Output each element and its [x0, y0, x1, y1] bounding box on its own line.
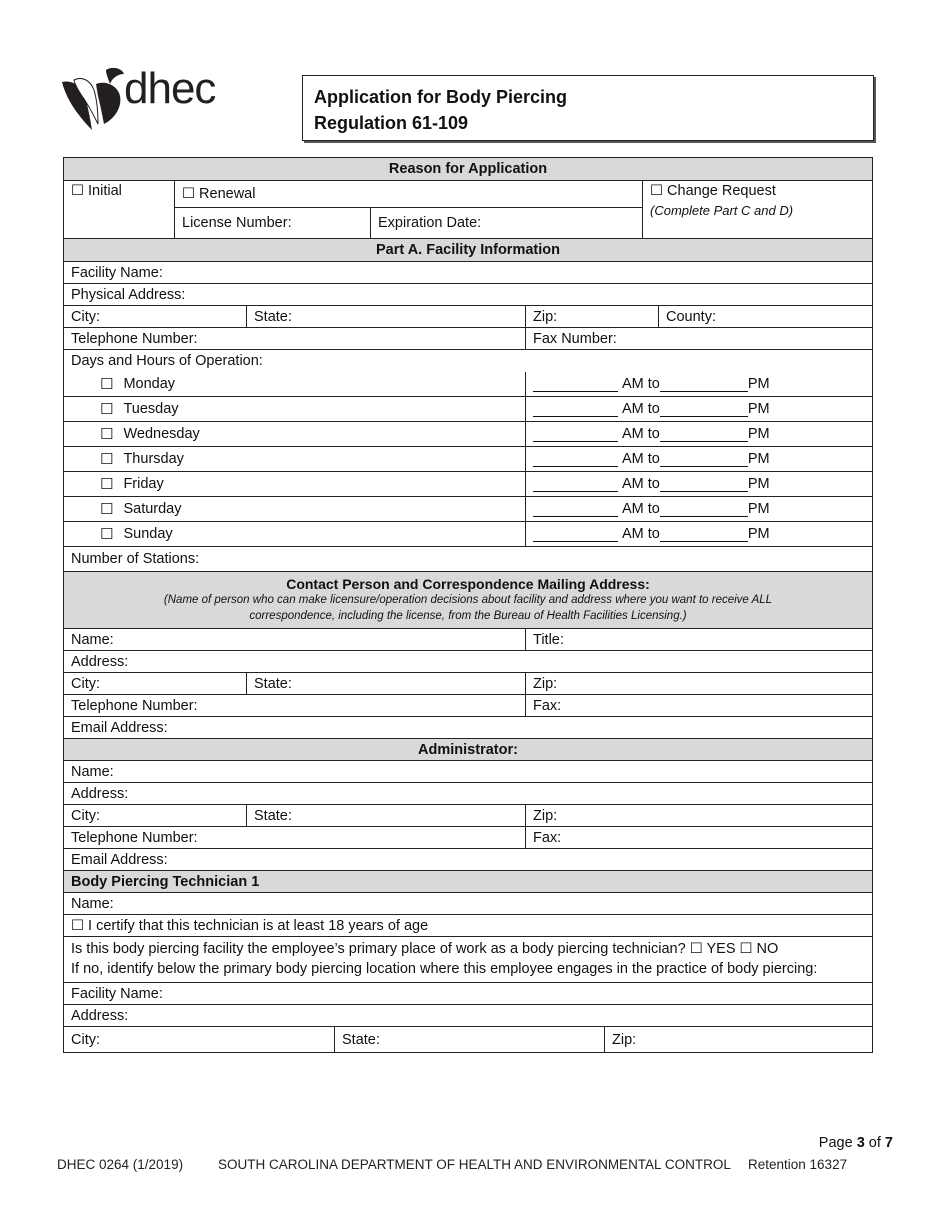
- contact-city-row: [64, 672, 872, 694]
- fax-field[interactable]: Fax Number:: [525, 328, 872, 349]
- technician-name-row: [64, 892, 872, 914]
- tech-facility-name-field[interactable]: Facility Name:: [71, 985, 163, 1002]
- day-checkbox[interactable]: ☐: [100, 426, 114, 443]
- day-row: [64, 372, 872, 396]
- page-current: 3: [856, 1135, 865, 1151]
- close-time-blank[interactable]: [660, 527, 748, 542]
- day-label: Tuesday: [123, 401, 179, 417]
- am-to-label: AM to: [622, 526, 660, 542]
- pm-label: PM: [747, 376, 770, 392]
- contact-header: [64, 572, 872, 628]
- day-label: Thursday: [123, 451, 184, 467]
- primary-work-block: [64, 937, 872, 982]
- close-time-blank[interactable]: [660, 502, 748, 517]
- initial-checkbox[interactable]: ☐ Initial: [71, 183, 122, 199]
- day-row: [64, 496, 872, 521]
- admin-email-row: [64, 848, 872, 870]
- day-checkbox[interactable]: ☐: [100, 376, 114, 393]
- pm-label: PM: [747, 526, 770, 542]
- am-to-label: AM to: [622, 501, 660, 517]
- admin-name-field[interactable]: Name:: [71, 763, 114, 780]
- contact-telephone-field[interactable]: Telephone Number:: [71, 697, 198, 714]
- day-label: Monday: [123, 376, 176, 392]
- reason-header-row: [64, 158, 872, 180]
- open-time-blank[interactable]: [533, 427, 618, 442]
- facility-name-row: [64, 261, 872, 283]
- admin-state-field[interactable]: State:: [246, 805, 525, 826]
- admin-fax-field[interactable]: Fax:: [525, 827, 872, 848]
- certify-age-checkbox[interactable]: ☐ I certify that this technician is at least 18 years of age: [71, 917, 429, 934]
- admin-telephone-row: [64, 826, 872, 848]
- page-of: of: [864, 1135, 885, 1151]
- form-id: DHEC 0264 (1/2019): [57, 1157, 184, 1172]
- physical-address-row: [64, 283, 872, 305]
- admin-telephone-field[interactable]: Telephone Number:: [71, 829, 198, 846]
- day-hours-cell: [525, 497, 872, 521]
- day-label: Wednesday: [123, 426, 200, 442]
- contact-email-row: [64, 716, 872, 738]
- tech-zip-field[interactable]: Zip:: [604, 1027, 872, 1052]
- renewal-cell: [174, 181, 642, 238]
- contact-note-2: correspondence, including the license, from the Bureau of Health Facilities Licensing.): [249, 610, 687, 622]
- physical-address-field[interactable]: Physical Address:: [71, 286, 186, 303]
- contact-header-row: [64, 571, 872, 628]
- day-checkbox[interactable]: ☐: [100, 526, 114, 543]
- technician-heading: Body Piercing Technician 1: [64, 871, 872, 892]
- day-label: Friday: [123, 476, 164, 492]
- days-hours-label: Days and Hours of Operation:: [71, 353, 263, 369]
- admin-name-row: [64, 760, 872, 782]
- renewal-checkbox[interactable]: ☐ Renewal: [175, 181, 642, 208]
- change-request-note: (Complete Part C and D): [650, 203, 794, 218]
- license-number-field[interactable]: License Number:: [175, 208, 371, 238]
- county-field[interactable]: County:: [658, 306, 872, 327]
- day-checkbox[interactable]: ☐: [100, 501, 114, 518]
- administrator-header-row: [64, 738, 872, 760]
- day-checkbox-cell[interactable]: [64, 447, 525, 471]
- contact-note-1: (Name of person who can make licensure/operation decisions about facility and address where you want to receive ALL: [163, 594, 773, 606]
- am-to-label: AM to: [622, 476, 660, 492]
- contact-heading: Contact Person and Correspondence Mailing Address:: [286, 576, 650, 592]
- admin-email-field[interactable]: Email Address:: [71, 851, 168, 868]
- pm-label: PM: [747, 426, 770, 442]
- open-time-blank[interactable]: [533, 477, 618, 492]
- admin-address-row: [64, 782, 872, 804]
- contact-address-row: [64, 650, 872, 672]
- primary-work-question[interactable]: Is this body piercing facility the employee’s primary place of work as a body piercing technician? ☐ YES ☐ NO: [71, 941, 779, 957]
- tech-state-field[interactable]: State:: [334, 1027, 604, 1052]
- contact-state-field[interactable]: State:: [246, 673, 525, 694]
- page-number: [819, 1135, 893, 1151]
- open-time-blank[interactable]: [533, 377, 618, 392]
- day-checkbox[interactable]: ☐: [100, 451, 114, 468]
- tech-city-row: [64, 1026, 872, 1052]
- contact-address-field[interactable]: Address:: [71, 653, 129, 670]
- admin-city-field[interactable]: City:: [71, 807, 100, 824]
- tech-address-row: [64, 1004, 872, 1026]
- day-hours-cell: [525, 397, 872, 421]
- am-to-label: AM to: [622, 426, 660, 442]
- day-row: [64, 471, 872, 496]
- form-title: Application for Body Piercing: [314, 87, 568, 107]
- day-checkbox-cell[interactable]: [64, 397, 525, 421]
- contact-telephone-row: [64, 694, 872, 716]
- license-row: [175, 208, 642, 238]
- open-time-blank[interactable]: [533, 502, 618, 517]
- day-checkbox-cell[interactable]: [64, 372, 525, 396]
- primary-work-row: [64, 936, 872, 982]
- day-hours-cell: [525, 522, 872, 546]
- city-state-zip-row: [64, 305, 872, 327]
- page-prefix: Page: [818, 1135, 857, 1151]
- pm-label: PM: [747, 476, 770, 492]
- day-hours-cell: [525, 447, 872, 471]
- days-list: [64, 372, 872, 546]
- contact-name-field[interactable]: Name:: [71, 631, 114, 648]
- technician-header-row: [64, 870, 872, 892]
- change-request-cell: [642, 181, 872, 238]
- change-request-checkbox[interactable]: ☐ Change Request: [650, 183, 776, 199]
- regulation-title: Regulation 61-109: [314, 113, 469, 133]
- pm-label: PM: [747, 501, 770, 517]
- am-to-label: AM to: [622, 451, 660, 467]
- tech-address-field[interactable]: Address:: [71, 1007, 129, 1024]
- tech-facility-row: [64, 982, 872, 1004]
- am-to-label: AM to: [622, 401, 660, 417]
- part-a-heading: Part A. Facility Information: [64, 239, 872, 261]
- logo-text: dhec: [124, 64, 216, 113]
- admin-zip-field[interactable]: Zip:: [525, 805, 872, 826]
- day-checkbox[interactable]: ☐: [100, 476, 114, 493]
- contact-name-row: [64, 628, 872, 650]
- close-time-blank[interactable]: [660, 452, 748, 467]
- day-checkbox-cell[interactable]: [64, 472, 525, 496]
- admin-address-field[interactable]: Address:: [71, 785, 129, 802]
- application-form: [63, 157, 873, 1053]
- state-field[interactable]: State:: [246, 306, 525, 327]
- close-time-blank[interactable]: [660, 427, 748, 442]
- open-time-blank[interactable]: [533, 402, 618, 417]
- admin-city-row: [64, 804, 872, 826]
- city-field[interactable]: City:: [71, 308, 100, 325]
- day-checkbox-cell[interactable]: [64, 422, 525, 446]
- day-row: [64, 396, 872, 421]
- zip-field[interactable]: Zip:: [525, 306, 658, 327]
- day-hours-cell: [525, 372, 872, 396]
- day-checkbox-cell[interactable]: [64, 497, 525, 521]
- open-time-blank[interactable]: [533, 527, 618, 542]
- contact-city-field[interactable]: City:: [71, 675, 100, 692]
- pm-label: PM: [747, 451, 770, 467]
- day-row: [64, 446, 872, 471]
- reason-row: [64, 180, 872, 238]
- administrator-heading: Administrator:: [64, 739, 872, 760]
- expiration-date-field[interactable]: Expiration Date:: [378, 215, 482, 231]
- reason-heading: Reason for Application: [64, 158, 872, 180]
- contact-zip-field[interactable]: Zip:: [525, 673, 872, 694]
- dhec-logo: [60, 66, 240, 136]
- day-hours-cell: [525, 472, 872, 496]
- telephone-field[interactable]: Telephone Number:: [71, 330, 198, 347]
- telephone-fax-row: [64, 327, 872, 349]
- day-hours-cell: [525, 422, 872, 446]
- day-label: Saturday: [123, 501, 182, 517]
- contact-title-field[interactable]: Title:: [525, 629, 872, 650]
- close-time-blank[interactable]: [660, 477, 748, 492]
- days-hours-row: [64, 349, 872, 372]
- contact-email-field[interactable]: Email Address:: [71, 719, 168, 736]
- tech-city-field[interactable]: City:: [71, 1031, 100, 1048]
- close-time-blank[interactable]: [660, 377, 748, 392]
- if-no-instruction: If no, identify below the primary body piercing location where this employee engages in the practice of body piercing:: [71, 961, 818, 977]
- day-checkbox[interactable]: ☐: [100, 401, 114, 418]
- am-to-label: AM to: [622, 376, 660, 392]
- pm-label: PM: [747, 401, 770, 417]
- palmetto-logo-icon: [60, 66, 130, 134]
- stations-row: [64, 546, 872, 571]
- day-row: [64, 521, 872, 546]
- day-row: [64, 421, 872, 446]
- contact-fax-field[interactable]: Fax:: [525, 695, 872, 716]
- open-time-blank[interactable]: [533, 452, 618, 467]
- technician-name-field[interactable]: Name:: [71, 895, 114, 912]
- certify-row: [64, 914, 872, 936]
- title-box: [302, 75, 874, 141]
- stations-field[interactable]: Number of Stations:: [71, 551, 200, 567]
- part-a-header-row: [64, 238, 872, 261]
- day-checkbox-cell[interactable]: [64, 522, 525, 546]
- day-label: Sunday: [123, 526, 173, 542]
- page-total: 7: [884, 1135, 893, 1151]
- close-time-blank[interactable]: [660, 402, 748, 417]
- facility-name-field[interactable]: Facility Name:: [71, 264, 163, 281]
- department-name: SOUTH CAROLINA DEPARTMENT OF HEALTH AND ENVIRONMENTAL CONTROL: [218, 1157, 731, 1172]
- retention-code: Retention 16327: [748, 1157, 848, 1172]
